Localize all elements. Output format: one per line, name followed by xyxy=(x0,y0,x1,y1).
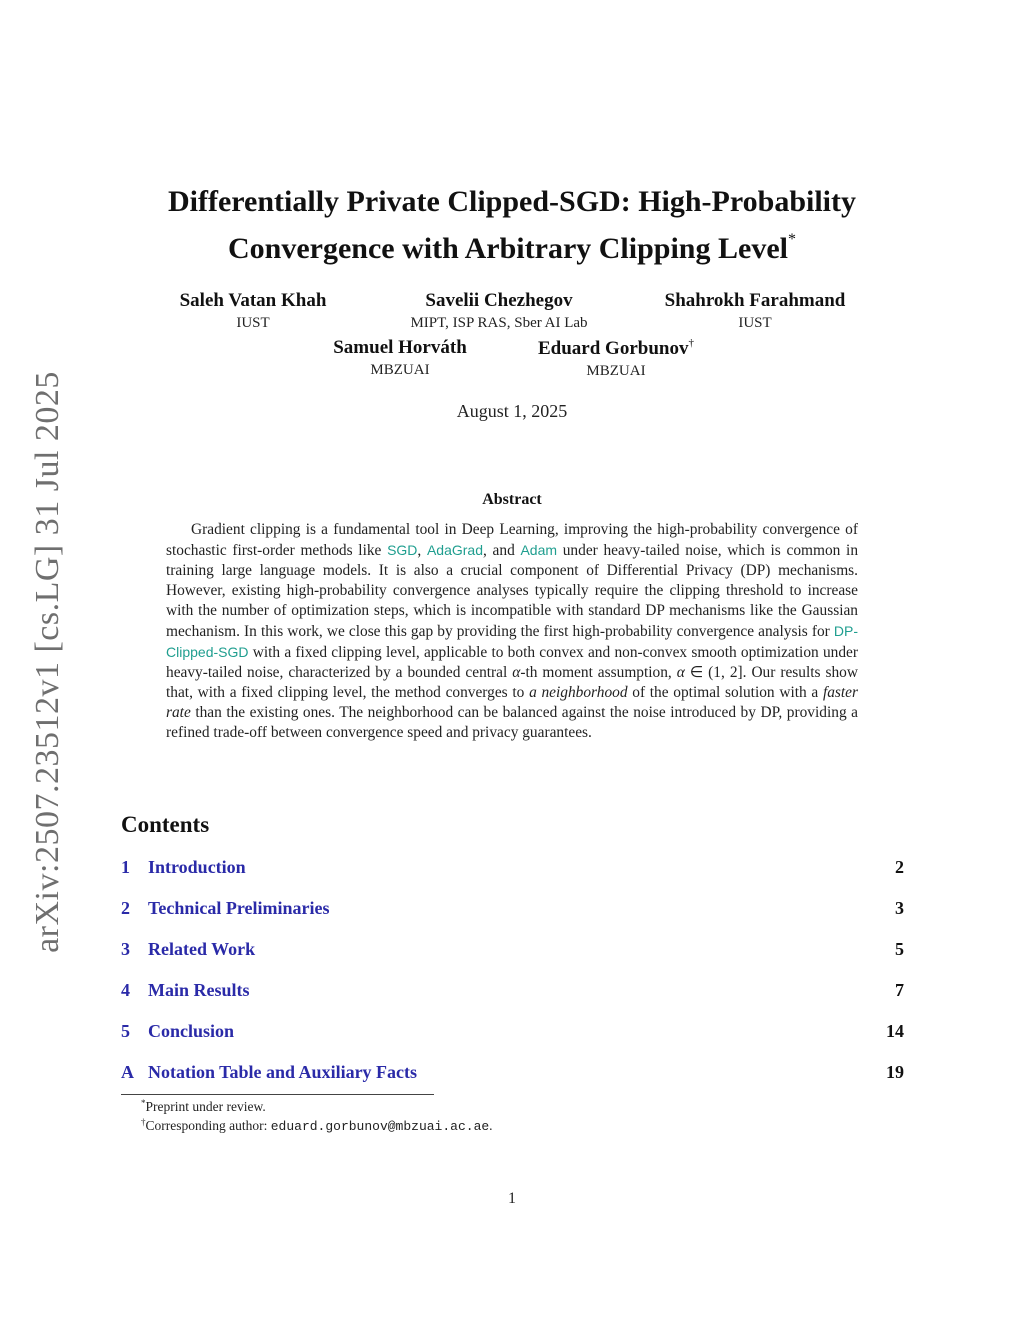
author-name: Shahrokh Farahmand xyxy=(664,290,846,311)
title-line-2 xyxy=(100,221,924,268)
author-block-3 xyxy=(645,290,865,332)
author-name-text: Eduard Gorbunov xyxy=(538,338,689,359)
abstract-text-run: ∈ (1, 2]. Our results show that, with a fixed clipping level, the method converges to xyxy=(166,664,858,701)
abstract-emphasis: α xyxy=(512,664,521,681)
toc-entry-number: 3 xyxy=(121,939,130,959)
author-name: Samuel Horváth xyxy=(333,337,467,358)
toc-entry-page: 19 xyxy=(886,1062,904,1082)
author-name: Savelii Chezhegov xyxy=(425,290,573,311)
abstract-emphasis: α xyxy=(676,664,685,681)
footnote-preprint xyxy=(141,1098,266,1115)
author-email-link[interactable]: eduard.gorbunov@mbzuai.ac.ae xyxy=(270,1119,490,1134)
toc-entry-number: A xyxy=(121,1062,134,1082)
abstract-text-run: , xyxy=(417,542,427,559)
algorithm-name-link[interactable]: AdaGrad xyxy=(426,542,484,558)
author-name: Saleh Vatan Khah xyxy=(179,290,327,311)
page-number: 1 xyxy=(508,1190,516,1207)
footnote-marker: † xyxy=(141,1117,146,1127)
algorithm-name-link[interactable]: Adam xyxy=(520,542,558,558)
toc-entry-link[interactable]: Introduction xyxy=(148,857,246,877)
abstract-text-run: , and xyxy=(483,542,521,559)
toc-entry-link[interactable]: Notation Table and Auxiliary Facts xyxy=(148,1062,418,1082)
author-block-1 xyxy=(153,290,353,332)
toc-entry[interactable] xyxy=(121,857,904,881)
toc-entry-page: 14 xyxy=(886,1021,904,1041)
abstract-text-run: than the existing ones. The neighborhood can be balanced against the noise introduced by DP, providing a refined trade-off between convergence speed and privacy guarantees. xyxy=(166,704,858,741)
abstract-text-run: under heavy-tailed noise, which is common in training large language models. It is also a crucial component of Differential Privacy (DP) mechanisms. However, existing high-probability convergence analyses typically require the clipping threshold to increase with the number of optimization steps, which is incompatible with standard DP mechanisms like the Gaussian mechanism. In this work, we close this gap by providing the first high-probability convergence analysis for xyxy=(166,542,859,640)
contents-heading: Contents xyxy=(121,812,210,837)
author-affiliation: MIPT, ISP RAS, Sber AI Lab xyxy=(410,315,588,331)
abstract-text xyxy=(166,520,858,743)
abstract-emphasis: faster rate xyxy=(166,684,858,721)
toc-entry-link[interactable]: Main Results xyxy=(148,980,250,1000)
toc-entry-number: 2 xyxy=(121,898,130,918)
paper-title xyxy=(100,183,924,268)
toc-entry-page: 2 xyxy=(895,857,904,877)
author-block-4 xyxy=(305,337,495,379)
abstract-text-run: -th moment assumption, xyxy=(520,664,677,681)
toc-entry-link[interactable]: Conclusion xyxy=(148,1021,235,1041)
toc-entry-page: 5 xyxy=(895,939,904,959)
abstract-text-run: of the optimal solution with a xyxy=(627,684,823,701)
toc-entry-number: 4 xyxy=(121,980,130,1000)
abstract-emphasis: a neighborhood xyxy=(529,684,628,701)
author-block-2 xyxy=(379,290,619,332)
toc-entry-number: 1 xyxy=(121,857,130,877)
footnote-end: . xyxy=(489,1118,493,1133)
corresponding-author-marker: † xyxy=(688,337,694,349)
author-affiliation: MBZUAI xyxy=(370,362,430,378)
author-block-5 xyxy=(516,337,716,380)
abstract-text-run: with a fixed clipping level, applicable to both convex and non-convex smooth optimization under heavy-tailed noise, characterized by a bounded central xyxy=(166,644,858,681)
title-line-1: Differentially Private Clipped-SGD: High-Probability xyxy=(167,185,857,218)
author-affiliation: IUST xyxy=(236,315,270,331)
toc-entry-page: 7 xyxy=(895,980,904,1000)
toc-entry-page: 3 xyxy=(895,898,904,918)
publication-date: August 1, 2025 xyxy=(456,401,568,421)
toc-entry[interactable] xyxy=(121,1062,904,1086)
toc-entry-link[interactable]: Related Work xyxy=(148,939,256,959)
footnote-text: Corresponding author: xyxy=(145,1118,271,1133)
toc-entry-number: 5 xyxy=(121,1021,130,1041)
arxiv-identifier-stamp: arXiv:2507.23512v1 [cs.LG] 31 Jul 2025 xyxy=(29,371,66,953)
author-name xyxy=(516,337,716,360)
toc-entry[interactable] xyxy=(121,1021,904,1045)
algorithm-name-link[interactable]: SGD xyxy=(387,542,418,558)
title-line-2-text: Convergence with Arbitrary Clipping Level xyxy=(228,232,788,265)
toc-entry[interactable] xyxy=(121,980,904,1004)
toc-entry[interactable] xyxy=(121,898,904,922)
toc-entry-link[interactable]: Technical Preliminaries xyxy=(148,898,330,918)
algorithm-name-link[interactable]: DP-Clipped-SGD xyxy=(166,623,858,660)
footnote-corresponding-author xyxy=(141,1117,493,1134)
author-affiliation: IUST xyxy=(738,315,772,331)
footnote-marker: * xyxy=(141,1098,146,1108)
toc-entry[interactable] xyxy=(121,939,904,963)
abstract-heading: Abstract xyxy=(482,491,542,508)
footnote-text: Preprint under review. xyxy=(145,1099,266,1114)
footnote-divider xyxy=(121,1094,434,1095)
title-footnote-marker: * xyxy=(787,231,796,248)
author-affiliation: MBZUAI xyxy=(586,363,646,379)
abstract-text-run: Gradient clipping is a fundamental tool in Deep Learning, improving the high-probability convergence of stochastic first-order methods like xyxy=(166,521,858,559)
